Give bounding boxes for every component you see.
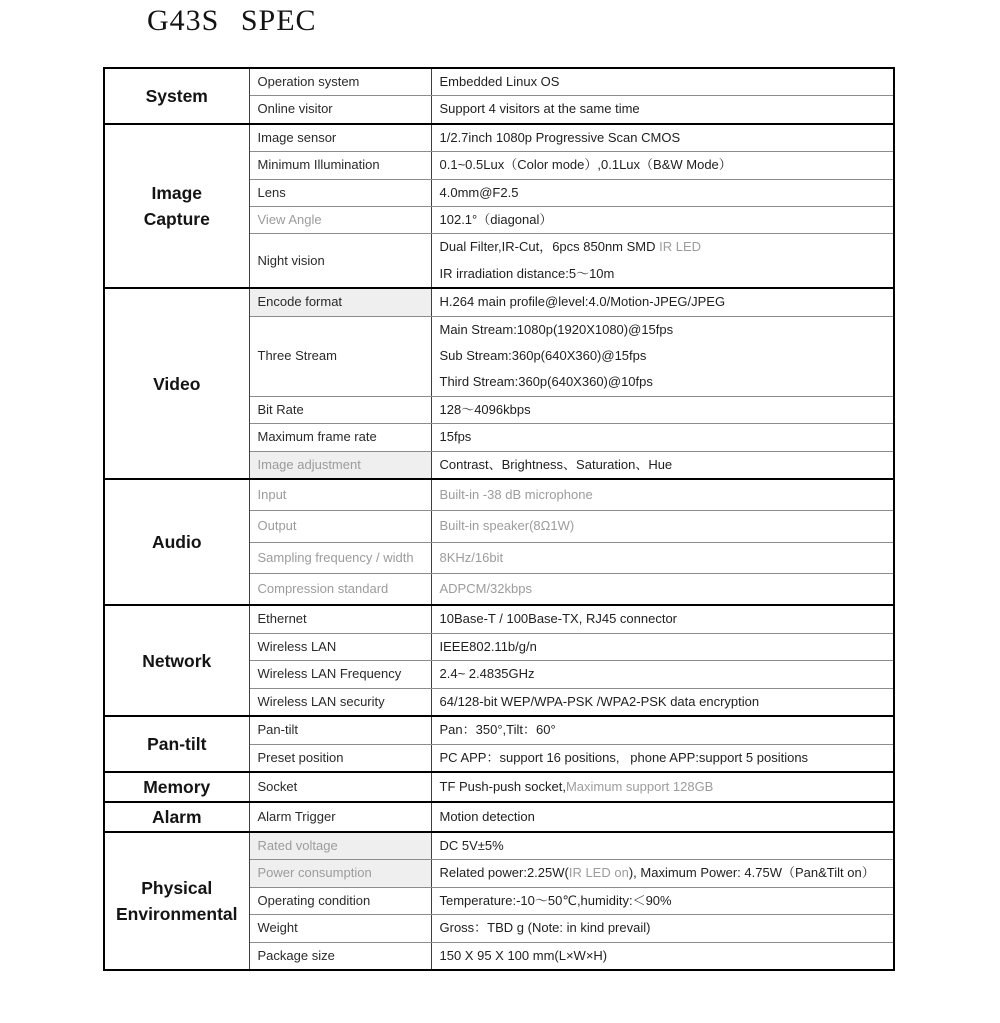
label-text: View Angle xyxy=(257,212,322,228)
value-rated-voltage xyxy=(431,832,894,860)
category-line: Alarm xyxy=(151,806,202,827)
label-text: Image adjustment xyxy=(257,456,361,472)
value-line xyxy=(440,207,886,233)
value-segment: ADPCM/32kbps xyxy=(439,581,532,597)
value-package-size xyxy=(431,942,894,970)
value-segment: 8KHz/16bit xyxy=(439,549,504,565)
value-night-vision xyxy=(431,234,894,288)
category-memory xyxy=(104,772,249,802)
label-text: Input xyxy=(257,486,287,502)
spec-row-socket xyxy=(104,772,894,802)
spec-row-rated-voltage xyxy=(104,832,894,860)
label-text: Bit Rate xyxy=(257,401,304,417)
value-segment: Built-in speaker(8Ω1W) xyxy=(439,518,575,534)
value-line xyxy=(440,606,886,632)
value-segment: 0.1~0.5Lux（Color mode）,0.1Lux（B&W Mode） xyxy=(439,157,732,173)
category-line: Network xyxy=(142,650,212,671)
label-rated-voltage xyxy=(249,832,431,860)
label-pan-tilt xyxy=(249,716,431,744)
category-line: Audio xyxy=(151,532,202,553)
value-input xyxy=(431,479,894,511)
value-line xyxy=(440,689,886,715)
value-line xyxy=(440,804,886,830)
spec-row-ethernet xyxy=(104,605,894,633)
label-weight xyxy=(249,915,431,942)
value-line xyxy=(440,289,886,315)
label-text: Operating condition xyxy=(257,892,371,908)
label-three-stream xyxy=(249,316,431,396)
label-text: Preset position xyxy=(257,749,344,765)
label-package-size xyxy=(249,942,431,970)
value-segment: IR LED xyxy=(659,239,702,255)
value-power-consumption xyxy=(431,860,894,887)
category-line: Video xyxy=(153,373,201,394)
value-segment: 1/2.7inch 1080p Progressive Scan CMOS xyxy=(439,129,681,145)
label-text: Image sensor xyxy=(257,129,337,145)
spec-row-image-sensor xyxy=(104,124,894,152)
value-line xyxy=(440,96,886,122)
category-line: Physical xyxy=(141,877,213,898)
category-video xyxy=(104,288,249,479)
label-text: Ethernet xyxy=(257,611,307,627)
label-socket xyxy=(249,772,431,802)
label-text: Power consumption xyxy=(257,865,372,881)
label-night-vision xyxy=(249,234,431,288)
spec-table xyxy=(103,67,895,971)
value-line xyxy=(440,576,886,602)
value-segment: Main Stream:1080p(1920X1080)@15fps xyxy=(439,321,674,337)
value-weight xyxy=(431,915,894,942)
spec-row-input xyxy=(104,479,894,511)
label-operating-condition xyxy=(249,887,431,914)
value-line xyxy=(440,774,886,800)
label-text: Pan-tilt xyxy=(257,722,298,738)
value-wireless-lan xyxy=(431,633,894,660)
value-compression-standard xyxy=(431,574,894,606)
label-text: Encode format xyxy=(257,294,343,310)
label-output xyxy=(249,511,431,543)
value-segment: Temperature:-10～50℃,humidity:＜90% xyxy=(439,892,672,908)
value-socket xyxy=(431,772,894,802)
label-encode-format xyxy=(249,288,431,316)
value-segment: 64/128-bit WEP/WPA-PSK /WPA2-PSK data encryption xyxy=(439,693,760,709)
category-line: Memory xyxy=(143,776,211,797)
value-line xyxy=(440,717,886,743)
value-segment: ), Maximum Power: 4.75W（Pan&Tilt on） xyxy=(628,865,875,881)
value-line xyxy=(440,860,886,886)
value-line xyxy=(440,180,886,206)
label-text: Sampling frequency / width xyxy=(257,549,414,565)
value-segment: Sub Stream:360p(640X360)@15fps xyxy=(439,348,647,364)
value-line xyxy=(440,424,886,450)
label-compression-standard xyxy=(249,574,431,606)
value-operation-system xyxy=(431,68,894,96)
label-text: Socket xyxy=(257,778,298,794)
category-image-capture xyxy=(104,124,249,288)
label-wireless-lan xyxy=(249,633,431,660)
category-system xyxy=(104,68,249,124)
value-segment: Third Stream:360p(640X360)@10fps xyxy=(439,374,653,390)
category-physical-environmental xyxy=(104,832,249,970)
value-line xyxy=(440,369,886,395)
label-image-adjustment xyxy=(249,451,431,479)
value-segment: TF Push-push socket, xyxy=(439,778,566,794)
value-minimum-illumination xyxy=(431,152,894,179)
value-encode-format xyxy=(431,288,894,316)
value-line xyxy=(440,661,886,687)
spec-row-operation-system xyxy=(104,68,894,96)
spec-row-alarm-trigger xyxy=(104,802,894,832)
value-pan-tilt xyxy=(431,716,894,744)
page-title: G43S SPEC xyxy=(147,4,317,37)
label-power-consumption xyxy=(249,860,431,887)
value-segment: Dual Filter,IR-Cut，6pcs 850nm SMD xyxy=(439,239,660,255)
value-wireless-lan-frequency xyxy=(431,661,894,688)
spec-row-encode-format xyxy=(104,288,894,316)
label-lens xyxy=(249,179,431,206)
label-online-visitor xyxy=(249,96,431,124)
value-segment: Motion detection xyxy=(439,808,535,824)
label-text: Maximum frame rate xyxy=(257,429,377,445)
label-text: Minimum Illumination xyxy=(257,157,380,173)
label-text: Alarm Trigger xyxy=(257,808,336,824)
value-segment: 2.4~ 2.4835GHz xyxy=(439,666,535,682)
category-line: Capture xyxy=(143,209,210,230)
value-line xyxy=(440,452,886,478)
value-segment: IR irradiation distance:5～10m xyxy=(439,265,615,281)
value-segment: H.264 main profile@level:4.0/Motion-JPEG/JPEG xyxy=(439,294,726,310)
value-line xyxy=(440,261,886,287)
value-segment: IR LED on xyxy=(568,865,629,881)
value-preset-position xyxy=(431,744,894,772)
value-line xyxy=(440,397,886,423)
label-preset-position xyxy=(249,744,431,772)
value-three-stream xyxy=(431,316,894,396)
value-online-visitor xyxy=(431,96,894,124)
value-segment: Built-in -38 dB microphone xyxy=(439,486,593,502)
label-text: Night vision xyxy=(257,252,325,268)
value-segment: Contrast、Brightness、Saturation、Hue xyxy=(439,456,673,472)
value-segment: 128～4096kbps xyxy=(439,401,531,417)
label-text: Weight xyxy=(257,920,298,936)
value-line xyxy=(440,343,886,369)
value-line xyxy=(440,888,886,914)
label-sampling-frequency-width xyxy=(249,542,431,574)
category-audio xyxy=(104,479,249,605)
label-image-sensor xyxy=(249,124,431,152)
value-segment: IEEE802.11b/g/n xyxy=(439,638,537,654)
value-line xyxy=(440,833,886,859)
value-sampling-frequency-width xyxy=(431,542,894,574)
spec-table-body xyxy=(104,68,894,970)
category-alarm xyxy=(104,802,249,832)
value-line xyxy=(440,125,886,151)
value-bit-rate xyxy=(431,396,894,423)
value-ethernet xyxy=(431,605,894,633)
value-segment: 150 X 95 X 100 mm(L×W×H) xyxy=(439,947,608,963)
value-line xyxy=(440,152,886,178)
label-view-angle xyxy=(249,207,431,234)
label-text: Wireless LAN Frequency xyxy=(257,666,402,682)
value-line xyxy=(440,482,886,508)
value-segment: Related power:2.25W( xyxy=(439,865,569,881)
value-segment: 102.1°（diagonal） xyxy=(439,212,553,228)
value-line xyxy=(440,69,886,95)
label-text: Compression standard xyxy=(257,581,389,597)
label-text: Package size xyxy=(257,947,335,963)
label-maximum-frame-rate xyxy=(249,424,431,451)
label-operation-system xyxy=(249,68,431,96)
label-input xyxy=(249,479,431,511)
value-segment: 15fps xyxy=(439,429,472,445)
value-segment: Maximum support 128GB xyxy=(565,778,714,794)
label-text: Lens xyxy=(257,184,286,200)
value-segment: Embedded Linux OS xyxy=(439,74,560,89)
label-text: Output xyxy=(257,518,297,534)
value-segment: 10Base-T / 100Base-TX, RJ45 connector xyxy=(439,611,677,627)
value-view-angle xyxy=(431,207,894,234)
value-segment: DC 5V±5% xyxy=(439,837,504,853)
value-operating-condition xyxy=(431,887,894,914)
category-line: System xyxy=(145,85,208,106)
value-segment: Gross：TBD g (Note: in kind prevail) xyxy=(439,920,651,936)
label-wireless-lan-security xyxy=(249,688,431,716)
label-bit-rate xyxy=(249,396,431,423)
value-alarm-trigger xyxy=(431,802,894,832)
value-line xyxy=(440,634,886,660)
label-text: Wireless LAN xyxy=(257,638,337,654)
spec-row-pan-tilt xyxy=(104,716,894,744)
value-wireless-lan-security xyxy=(431,688,894,716)
value-segment: Pan：350°,Tilt：60° xyxy=(439,722,556,738)
category-line: Environmental xyxy=(115,903,238,924)
value-line xyxy=(440,513,886,539)
value-line xyxy=(440,915,886,941)
value-segment: PC APP：support 16 positions, phone APP:support 5 positions xyxy=(439,749,809,765)
value-line xyxy=(440,545,886,571)
label-alarm-trigger xyxy=(249,802,431,832)
value-line xyxy=(440,745,886,771)
label-text: Online visitor xyxy=(257,101,333,117)
label-ethernet xyxy=(249,605,431,633)
value-image-adjustment xyxy=(431,451,894,479)
value-output xyxy=(431,511,894,543)
value-maximum-frame-rate xyxy=(431,424,894,451)
label-text: Operation system xyxy=(257,74,360,89)
label-wireless-lan-frequency xyxy=(249,661,431,688)
category-line: Pan-tilt xyxy=(147,734,207,754)
value-lens xyxy=(431,179,894,206)
value-line xyxy=(440,234,886,260)
label-text: Three Stream xyxy=(257,348,337,364)
category-network xyxy=(104,605,249,716)
label-text: Rated voltage xyxy=(257,837,338,853)
label-minimum-illumination xyxy=(249,152,431,179)
value-line xyxy=(440,317,886,343)
category-pan-tilt xyxy=(104,716,249,772)
value-image-sensor xyxy=(431,124,894,152)
category-line: Image xyxy=(151,183,203,204)
label-text: Wireless LAN security xyxy=(257,693,385,709)
value-segment: 4.0mm@F2.5 xyxy=(439,184,519,200)
value-line xyxy=(440,943,886,969)
value-segment: Support 4 visitors at the same time xyxy=(439,101,640,117)
